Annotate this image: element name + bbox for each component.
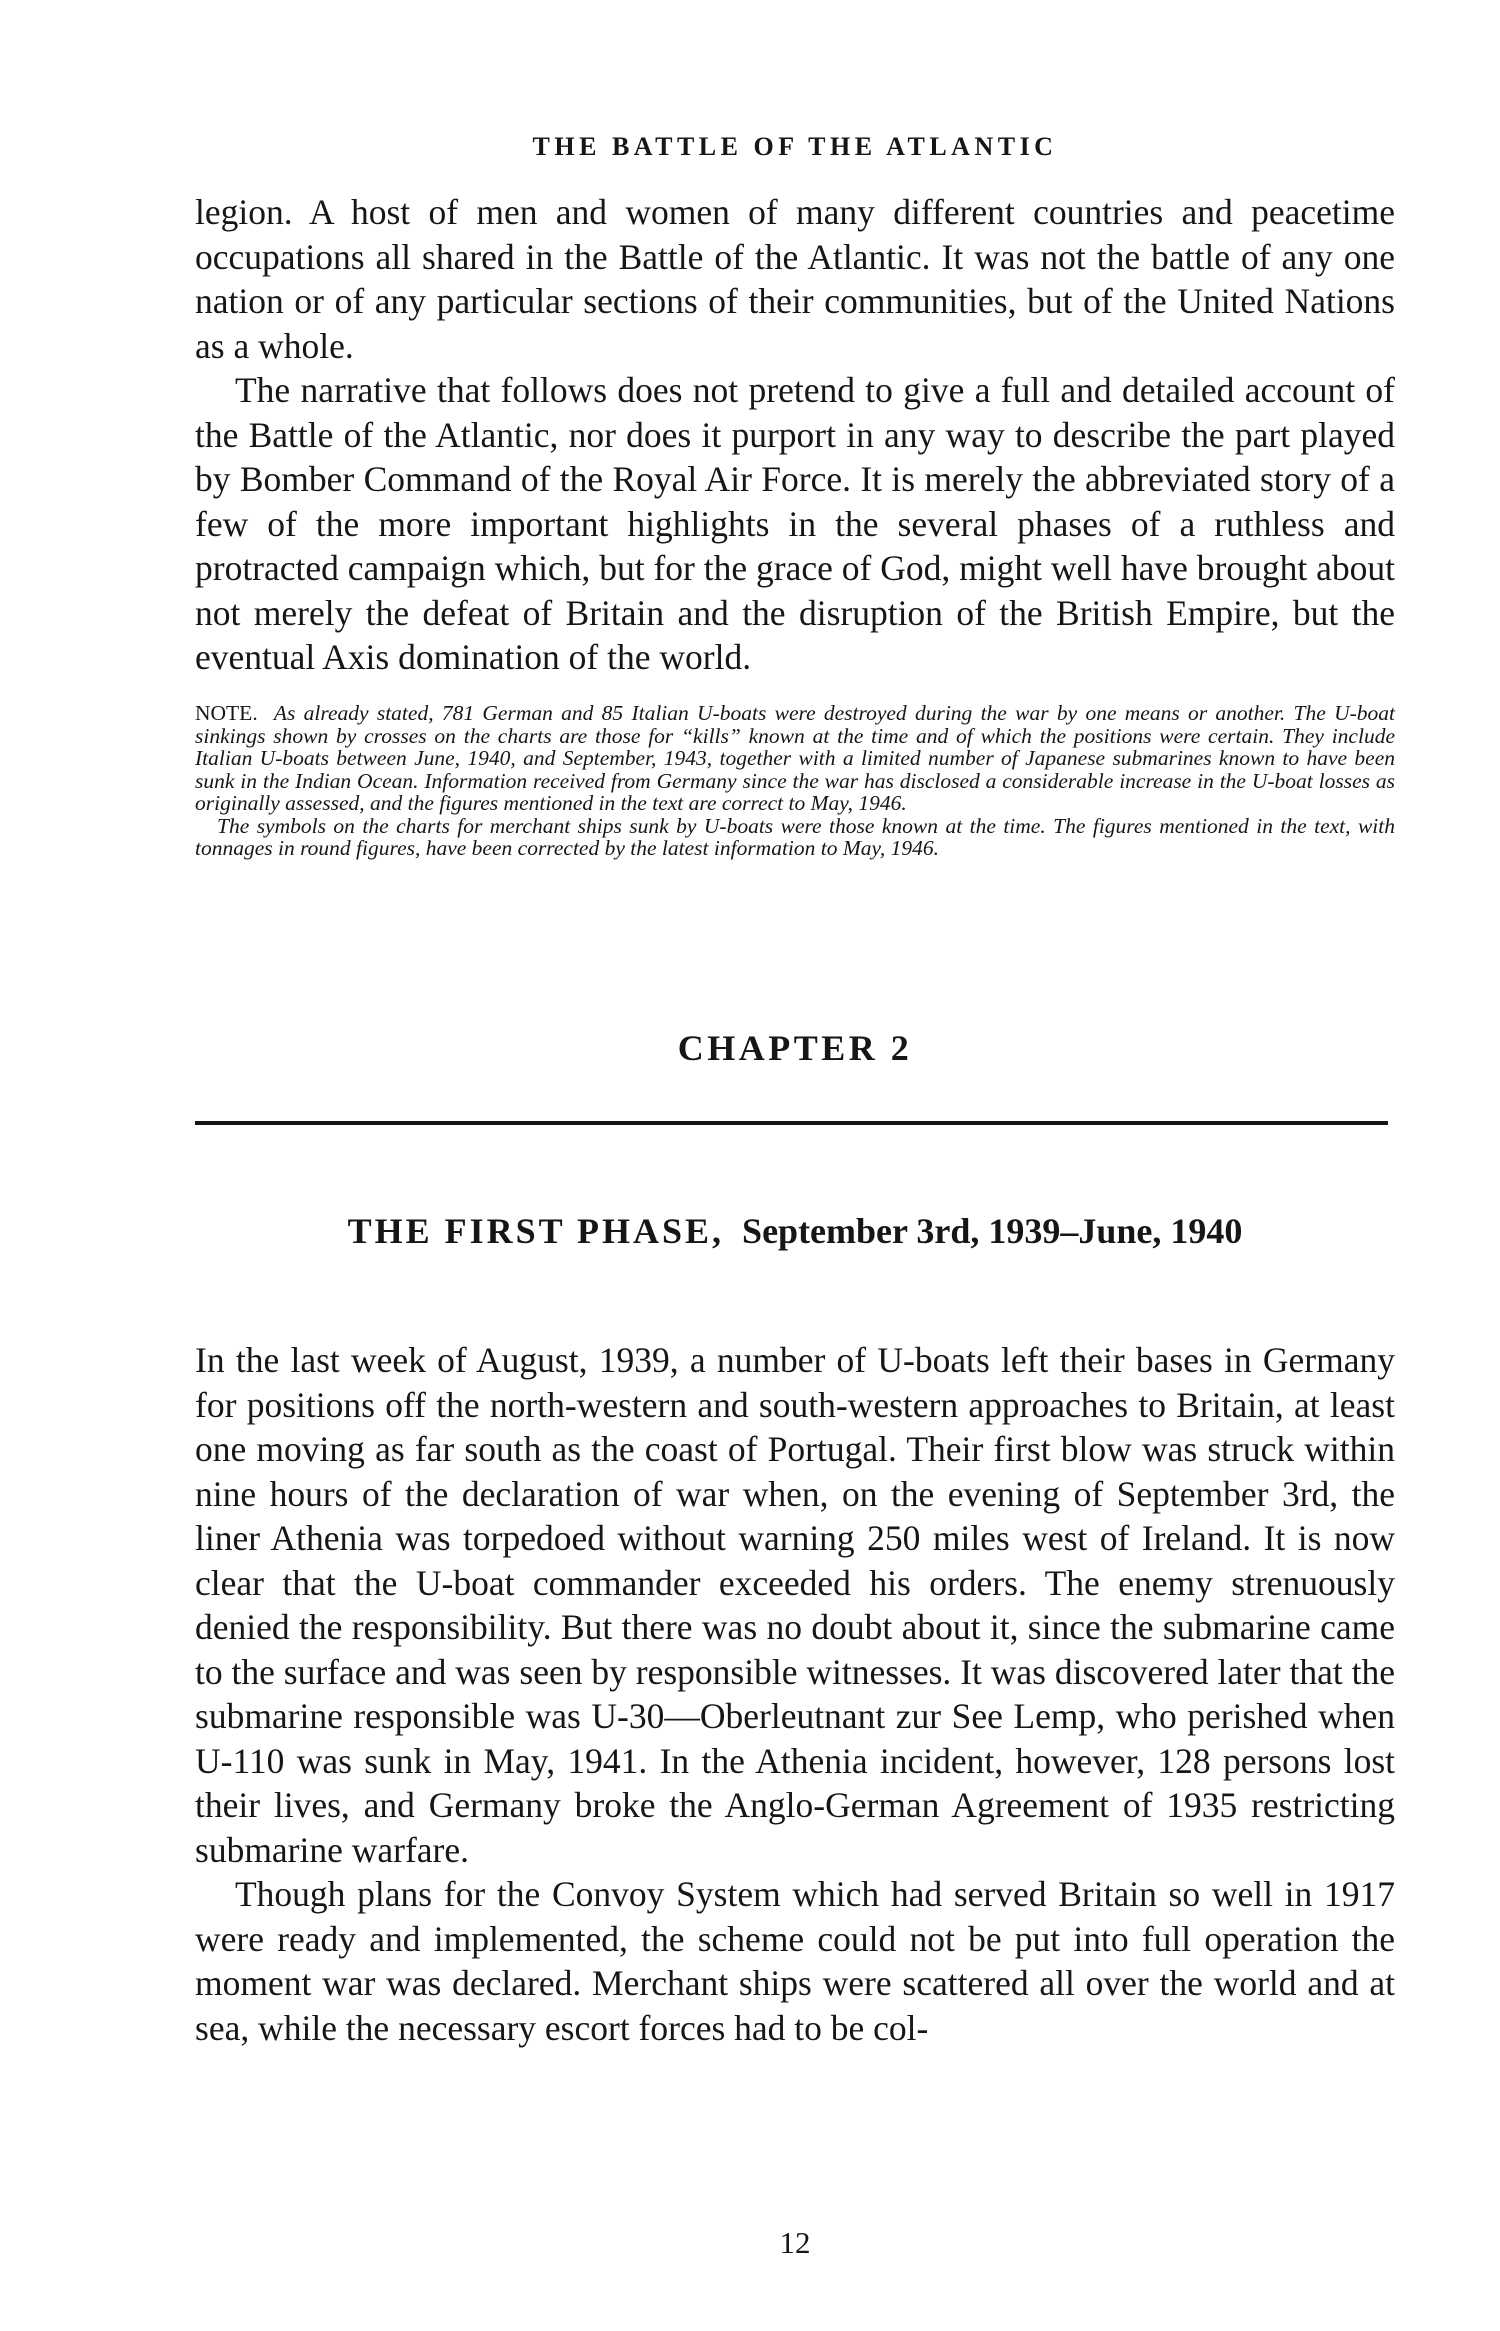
intro-paragraph-1: legion. A host of men and women of many different countries and peacetime occupations all shared in the Battle of the Atlantic. It was not the battle of any one nation or of any particular sections of their communities, but of the United Nations as a whole. bbox=[195, 192, 1395, 366]
chapter-body-text bbox=[195, 1338, 1395, 2050]
chapter-divider-rule bbox=[195, 1121, 1388, 1125]
running-head: THE BATTLE OF THE ATLANTIC bbox=[532, 132, 1058, 161]
note-label: NOTE. bbox=[195, 701, 258, 725]
chapter-title-dates: September 3rd, 1939–June, 1940 bbox=[742, 1211, 1243, 1251]
intro-text bbox=[195, 190, 1395, 680]
body-paragraph-2: Though plans for the Convoy System which had served Britain so well in 1917 were ready and implemented, the scheme could not be put into full operation the moment war was declared. Merchant ships were scattered all over the world and at sea, while the necessary escort forces had to be col- bbox=[195, 1874, 1395, 2048]
page-number: 12 bbox=[779, 2225, 811, 2260]
chapter-label: CHAPTER 2 bbox=[677, 1028, 913, 1068]
chapter-title bbox=[195, 1210, 1395, 1252]
intro-paragraph-2: The narrative that follows does not pretend to give a full and detailed account of the Battle of the Atlantic, nor does it purport in any way to describe the part played by Bomber Command of the Royal Air Force. It is merely the abbreviated story of a few of the more important highlights in the several phases of a ruthless and protracted campaign which, but for the grace of God, might well have brought about not merely the defeat of Britain and the disruption of the British Empire, but the eventual Axis domination of the world. bbox=[195, 370, 1395, 677]
body-paragraph-1: In the last week of August, 1939, a number of U-boats left their bases in Germany for positions off the north-western and south-western approaches to Britain, at least one moving as far south as the coast of Portugal. Their first blow was struck within nine hours of the declaration of war when, on the evening of September 3rd, the liner Athenia was torpedoed without warning 250 miles west of Ireland. It is now clear that the U-boat commander exceeded his orders. The enemy strenuously denied the responsibility. But there was no doubt about it, since the submarine came to the surface and was seen by responsible witnesses. It was discovered later that the submarine responsible was U-30—Oberleutnant zur See Lemp, who perished when U-110 was sunk in May, 1941. In the Athenia incident, however, 128 persons lost their lives, and Germany broke the Anglo-German Agreement of 1935 restricting submarine warfare. bbox=[195, 1340, 1395, 1870]
note-block bbox=[195, 702, 1395, 860]
chapter-title-phase: THE FIRST PHASE, bbox=[347, 1211, 725, 1251]
note-text: As already stated, 781 German and 85 Italian U-boats were destroyed during the war by one means or another. The U-boat sinkings shown by crosses on the charts are those for “kills” known at the time and of which the positions were certain. They include Italian U-boats between June, 1940, and September, 1943, together with a limited number of Japanese submarines known to have been sunk in the Indian Ocean. Information received from Germany since the war has disclosed a considerable increase in the U-boat losses as originally assessed, and the figures mentioned in the text are correct to May, 1946. bbox=[195, 701, 1395, 815]
note-paragraph-2: The symbols on the charts for merchant ships sunk by U-boats were those known at the time. The figures mentioned in the text, with tonnages in round figures, have been corrected by the latest information to May, 1946. bbox=[195, 813, 1395, 860]
note-paragraph-1 bbox=[195, 702, 1395, 815]
